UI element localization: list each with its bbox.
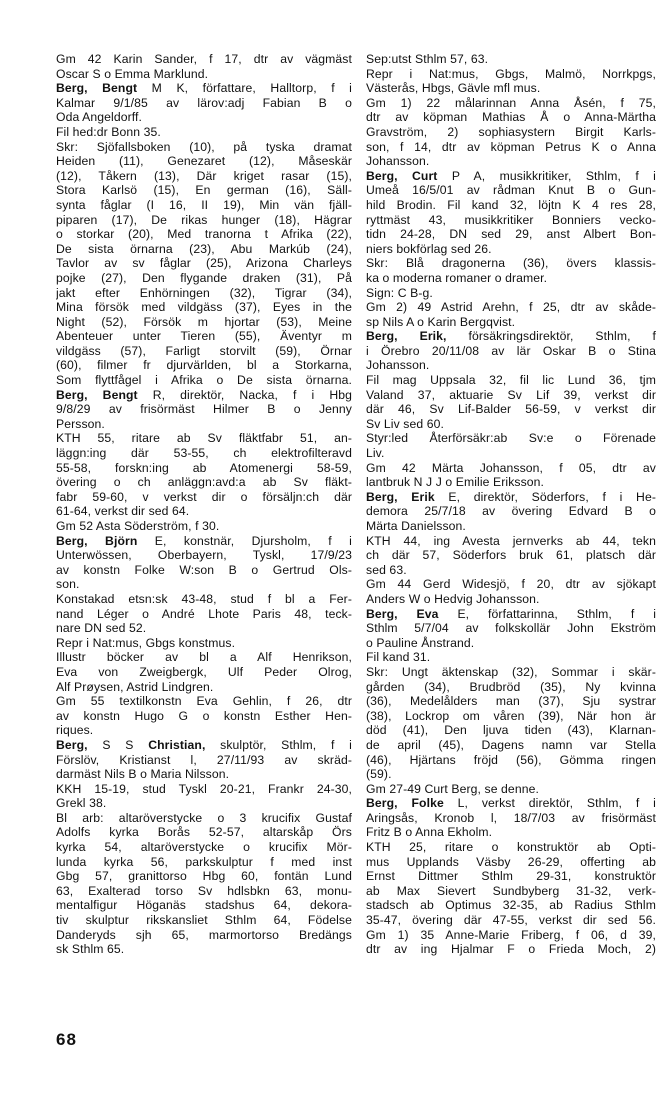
text-line	[56, 563, 352, 578]
entry-text: E, konstnär, Djursholm, f i	[137, 533, 352, 548]
entry-text: Grekl 38.	[56, 796, 107, 811]
entry-text: M K, författare, Halltorp, f i	[137, 81, 352, 96]
text-line	[56, 723, 352, 738]
text-line	[366, 782, 656, 797]
entry-text: Johansson.	[366, 358, 430, 373]
text-line	[56, 636, 352, 651]
text-line	[366, 855, 656, 870]
text-line	[56, 753, 352, 768]
entry-text: Styr:led Återförsäkr:ab Sv:e o Förenade	[366, 431, 656, 446]
text-line	[56, 52, 352, 67]
text-line	[56, 548, 352, 563]
entry-text: Gbg 57, granittorso Hbg 60, fontän Lund	[56, 869, 352, 884]
entry-text: av konstn Hugo G o konstn Esther Hen-	[56, 708, 352, 723]
entry-text: Johansson.	[366, 154, 430, 169]
entry-text: dtr av köpman Mathias Å o Anna-Märtha	[366, 110, 656, 125]
text-line	[56, 81, 352, 96]
entry-text: Sign: C B-g.	[366, 285, 433, 300]
text-line	[366, 417, 656, 432]
text-line	[366, 592, 656, 607]
entry-text: KKH 15-19, stud Tyskl 20-21, Frankr 24-30,	[56, 781, 352, 796]
entry-text: Liv.	[366, 446, 385, 461]
entry-headword: Berg, Bengt	[56, 81, 138, 96]
entry-text: Gm 52 Asta Söderström, f 30.	[56, 519, 220, 533]
entry-text: pojke (27), Den flygande draken (31), På	[56, 270, 352, 285]
text-line	[366, 256, 656, 271]
entry-text: sk Sthlm 65.	[56, 942, 125, 957]
entry-text: Gm 27-49 Curt Berg, se denne.	[366, 781, 539, 796]
entry-text: tiv skulptur rikskansliet Sthlm 64, Födelse	[56, 913, 352, 928]
text-line	[56, 286, 352, 301]
entry-text: Persson.	[56, 416, 105, 431]
text-line	[56, 840, 352, 855]
text-line	[366, 358, 656, 373]
entry-text: Danderyds sjh 65, marmortorso Bredängs	[56, 927, 352, 942]
text-line	[366, 723, 656, 738]
text-line	[366, 767, 656, 782]
entry-text: Västerås, Hbgs, Gävle mfl mus.	[366, 81, 541, 96]
entry-text: Skr: Sjöfallsboken (10), på tyska dramat	[56, 139, 352, 154]
text-line	[366, 271, 656, 286]
entry-text: demora 25/7/18 av övering Edvard B o	[366, 504, 656, 519]
entry-text: lantbruk N J J o Emilie Eriksson.	[366, 475, 545, 490]
text-line	[56, 577, 352, 592]
entry-text: 63, Exalterad torso Sv hdlsbkn 63, monu-	[56, 883, 352, 898]
text-line	[56, 680, 352, 695]
entry-text: fabr 59-60, v verkst dir o försäljn:ch där	[56, 489, 352, 504]
entry-text: Fritz B o Anna Ekholm.	[366, 825, 493, 840]
entry-text: nare DN sed 52.	[56, 621, 147, 636]
text-line	[366, 563, 656, 578]
text-line	[366, 67, 656, 82]
entry-text: piparen (17), De rikas hunger (18), Hägrar	[56, 212, 352, 227]
text-line	[56, 811, 352, 826]
entry-text: Umeå 16/5/01 av rådman Knut B o Gun-	[366, 183, 656, 198]
entry-text: darmäst Nils B o Maria Nilsson.	[56, 767, 230, 782]
entry-text: Repr i Nat:mus, Gbgs konstmus.	[56, 635, 236, 650]
entry-text: Tavlor av sv fåglar (25), Arizona Charleys	[56, 256, 352, 271]
text-line	[366, 577, 656, 592]
entry-text: Unterwössen, Oberbayern, Tyskl, 17/9/23	[56, 548, 352, 563]
entry-text: Kalmar 9/1/85 av lärov:adj Fabian B o	[56, 95, 352, 110]
text-line	[56, 913, 352, 928]
text-line	[56, 96, 352, 111]
entry-text: där 46, Sv Lif-Balder 56-59, v verkst dir	[366, 402, 656, 417]
entry-text: ka o moderna romaner o dramer.	[366, 270, 548, 285]
text-line	[366, 738, 656, 753]
entry-text: o storkar (20), Med tranorna t Afrika (22),	[56, 227, 352, 242]
entry-text: KTH 25, ritare o konstruktör ab Opti-	[366, 840, 656, 855]
text-line	[56, 665, 352, 680]
text-line	[366, 169, 656, 184]
text-line	[56, 373, 352, 388]
entry-text: Gravström, 2) sophiasystern Birgit Karls-	[366, 124, 656, 139]
entry-text: Gm 2) 49 Astrid Arehn, f 25, dtr av skåde-	[366, 300, 656, 315]
text-line	[56, 358, 352, 373]
entry-headword: Berg,	[56, 737, 88, 752]
entry-text: E, direktör, Söderfors, f i He-	[434, 489, 656, 504]
entry-text: jakt efter Enhörningen (32), Tigrar (34),	[56, 285, 352, 300]
text-line	[366, 402, 656, 417]
text-line	[366, 183, 656, 198]
text-line	[366, 242, 656, 257]
entry-text: Märta Danielsson.	[366, 519, 466, 533]
text-line	[56, 256, 352, 271]
entry-text: mentalfigur Höganäs stadshus 64, dekora-	[56, 898, 352, 913]
text-line	[366, 329, 656, 344]
entry-text: Sv Liv sed 60.	[366, 416, 444, 431]
entry-headword: Berg, Erik	[366, 489, 435, 504]
entry-text: försäkringsdirektör, Sthlm, f	[446, 329, 656, 344]
text-line	[366, 811, 656, 826]
text-line	[366, 694, 656, 709]
text-line	[56, 650, 352, 665]
text-line	[56, 898, 352, 913]
text-line	[56, 942, 352, 957]
entry-text: Fil kand 31.	[366, 650, 431, 665]
text-line	[366, 607, 656, 622]
entry-text: Fil mag Uppsala 32, fil lic Lund 36, tjm	[366, 373, 656, 388]
entry-text: Skr: Blå dragonerna (36), övers klassis-	[366, 256, 656, 271]
text-line	[56, 709, 352, 724]
entry-text: lunda kyrka 56, parkskulptur f med inst	[56, 854, 352, 869]
text-line	[56, 519, 352, 534]
text-line	[56, 213, 352, 228]
text-line	[56, 884, 352, 899]
page-number: 68	[56, 1030, 77, 1049]
entry-text: Konstakad etsn:sk 43-48, stud f bl a Fer-	[56, 591, 352, 606]
entry-text: Som flyttfågel i Afrika o De sista örnarna.	[56, 373, 352, 388]
entry-headword: Berg, Folke	[366, 796, 444, 811]
entry-text: niers bokförlag sed 26.	[366, 241, 492, 256]
text-line	[56, 738, 352, 753]
text-line	[366, 636, 656, 651]
text-line	[56, 767, 352, 782]
entry-text: Heiden (11), Genezaret (12), Måseskär	[56, 154, 352, 169]
text-line	[366, 315, 656, 330]
text-line	[56, 869, 352, 884]
text-line	[56, 67, 352, 82]
left-column	[56, 52, 352, 957]
text-line	[56, 504, 352, 519]
entry-text: (60), filmer fr djurvärlden, bl a Storkarna,	[56, 358, 352, 373]
entry-headword: Christian,	[148, 737, 206, 752]
entry-text: mus Upplands Väsby 26-29, offerting ab	[366, 854, 656, 869]
entry-text: Gm 1) 35 Anne-Marie Friberg, f 06, d 39,	[366, 927, 656, 942]
text-line	[56, 242, 352, 257]
entry-text: i Örebro 20/11/08 av lär Oskar B o Stina	[366, 343, 656, 358]
text-line	[56, 388, 352, 403]
entry-text: övering o ch anläggn:avd:a ab Sv fläkt-	[56, 475, 352, 490]
entry-text: skulptör, Sthlm, f i	[205, 737, 352, 752]
entry-text: De sista örnarna (23), Abu Markúb (24),	[56, 241, 352, 256]
text-line	[366, 125, 656, 140]
entry-headword: Berg, Erik,	[366, 329, 447, 344]
entry-text: son.	[56, 577, 80, 592]
entry-text: Repr i Nat:mus, Gbgs, Malmö, Norrkpgs,	[366, 66, 656, 81]
text-line	[56, 344, 352, 359]
entry-text: Abenteuer unter Tieren (55), Äventyr m	[56, 329, 352, 344]
entry-text: Gm 1) 22 målarinnan Anna Åsén, f 75,	[366, 95, 656, 110]
text-line	[366, 300, 656, 315]
text-line	[366, 213, 656, 228]
text-line	[366, 504, 656, 519]
entry-text: Skr: Ungt äktenskap (32), Sommar i skär-	[366, 664, 656, 679]
text-line	[56, 140, 352, 155]
entry-text: 35-47, övering där 47-55, verkst dir sed 56.	[366, 913, 656, 928]
text-line	[366, 519, 656, 534]
entry-text: ryttmäst 43, musikkritiker Bonniers vecko-	[366, 212, 656, 227]
entry-text: KTH 55, ritare ab Sv fläktfabr 51, an-	[56, 431, 352, 446]
right-column	[366, 52, 656, 957]
text-line	[366, 431, 656, 446]
text-line	[56, 183, 352, 198]
text-line	[366, 650, 656, 665]
entry-text: vildgäss (57), Farligt storvilt (59), Örnar	[56, 343, 352, 358]
text-line	[56, 782, 352, 797]
entry-text: Mina försök med vildgäss (37), Eyes in the	[56, 300, 352, 315]
text-line	[56, 227, 352, 242]
text-line	[366, 81, 656, 96]
text-line	[366, 753, 656, 768]
text-line	[56, 402, 352, 417]
text-line	[366, 869, 656, 884]
entry-text: av konstn Folke W:son B o Gertrud Ols-	[56, 562, 352, 577]
text-line	[366, 709, 656, 724]
entry-text: (46), Hjärtans fröjd (56), Gömma ringen	[366, 752, 656, 767]
text-line	[56, 315, 352, 330]
entry-text: 9/8/29 av frisörmäst Hilmer B o Jenny	[56, 402, 352, 417]
text-line	[366, 140, 656, 155]
text-line	[56, 607, 352, 622]
entry-text: Bl arb: altaröverstycke o 3 krucifix Gustaf	[56, 810, 352, 825]
entry-text: Sep:utst Sthlm 57, 63.	[366, 52, 489, 66]
entry-text: Valand 37, aktuarie Sv Lif 39, verkst dir	[366, 387, 656, 402]
entry-headword: Berg, Eva	[366, 606, 439, 621]
text-line	[56, 928, 352, 943]
entry-text: de april (45), Dagens namn var Stella	[366, 737, 656, 752]
text-line	[56, 154, 352, 169]
text-line	[366, 913, 656, 928]
entry-text: Förslöv, Kristianst l, 27/11/93 av skräd-	[56, 752, 352, 767]
entry-text: Stora Karlsö (15), En german (16), Säll-	[56, 183, 352, 198]
text-line	[56, 446, 352, 461]
entry-text: sed 63.	[366, 562, 407, 577]
text-line	[366, 461, 656, 476]
text-line	[56, 300, 352, 315]
entry-text: Ernst Dittmer Sthlm 29-31, konstruktör	[366, 869, 656, 884]
text-line	[366, 898, 656, 913]
entry-text: hild Brodin. Fil kand 32, löjtn K 4 res 28,	[366, 197, 656, 212]
entry-text: son, f 14, dtr av köpman Petrus K o Anna	[366, 139, 656, 154]
entry-text: Alf Prøysen, Astrid Lindgren.	[56, 679, 214, 694]
text-line	[366, 548, 656, 563]
text-line	[366, 928, 656, 943]
entry-text: Gm 42 Märta Johansson, f 05, dtr av	[366, 460, 656, 475]
entry-text: 61-64, verkst dir sed 64.	[56, 504, 190, 519]
entry-text: ch där 57, Söderfors bruk 61, platsch där	[366, 548, 656, 563]
entry-text: 55-58, forskn:ing ab Atomenergi 58-59,	[56, 460, 352, 475]
text-line	[366, 344, 656, 359]
text-line	[366, 154, 656, 169]
entry-text: död (41), Den ljuva tiden (43), Klarnan-	[366, 723, 656, 738]
text-line	[366, 680, 656, 695]
entry-text: Gm 44 Gerd Widesjö, f 20, dtr av sjökapt	[366, 577, 656, 592]
text-line	[366, 796, 656, 811]
text-line	[366, 373, 656, 388]
entry-text: E, författarinna, Sthlm, f i	[438, 606, 656, 621]
entry-text: gården (34), Brudbröd (35), Ny kvinna	[366, 679, 656, 694]
entry-text: L, verkst direktör, Sthlm, f i	[443, 796, 656, 811]
entry-text: Fil hed:dr Bonn 35.	[56, 124, 161, 139]
text-line	[366, 534, 656, 549]
text-line	[56, 621, 352, 636]
entry-text: nand Léger o André Lhote Paris 48, teck-	[56, 606, 352, 621]
entry-text: ab Max Sievert Sundbyberg 31-32, verk-	[366, 883, 656, 898]
entry-text: R, direktör, Nacka, f i Hbg	[137, 387, 352, 402]
text-line	[56, 694, 352, 709]
text-line	[366, 621, 656, 636]
text-line	[56, 855, 352, 870]
entry-text: Adolfs kyrka Borås 52-57, altarskåp Örs	[56, 825, 352, 840]
entry-text: Oda Angeldorff.	[56, 110, 142, 125]
entry-text: KTH 44, ing Avesta jernverks ab 44, tekn	[366, 533, 656, 548]
text-line	[366, 52, 656, 67]
text-line	[56, 475, 352, 490]
entry-text: Night (52), Försök m hjortar (53), Meine	[56, 314, 352, 329]
text-line	[366, 942, 656, 957]
text-line	[56, 110, 352, 125]
text-line	[366, 96, 656, 111]
text-line	[366, 825, 656, 840]
text-line	[366, 227, 656, 242]
entry-text: Eva von Zweigbergk, Ulf Peder Olrog,	[56, 664, 352, 679]
entry-headword: Berg, Bengt	[56, 387, 138, 402]
entry-text: P A, musikkritiker, Sthlm, f i	[437, 168, 656, 183]
entry-text: Gm 55 textilkonstn Eva Gehlin, f 26, dtr	[56, 694, 352, 709]
text-line	[366, 286, 656, 301]
text-line	[56, 125, 352, 140]
text-line	[56, 417, 352, 432]
entry-text: stadsch ab Optimus 32-35, ab Radius Sthlm	[366, 898, 656, 913]
text-line	[366, 490, 656, 505]
entry-text: Aringsås, Kronob l, 18/7/03 av frisörmäst	[366, 810, 656, 825]
entry-text: sp Nils A o Karin Bergqvist.	[366, 314, 516, 329]
text-line	[56, 461, 352, 476]
text-line	[366, 665, 656, 680]
text-line	[366, 884, 656, 899]
entry-text: S S	[87, 737, 149, 752]
entry-text: läggn:ing där 53-55, ch elektrofilteravd	[56, 446, 352, 461]
text-line	[56, 592, 352, 607]
entry-text: (12), Tåkern (13), Där kriget rasar (15),	[56, 168, 352, 183]
entry-text: Illustr böcker av bl a Alf Henrikson,	[56, 650, 352, 665]
text-line	[56, 534, 352, 549]
text-line	[56, 169, 352, 184]
text-line	[56, 796, 352, 811]
entry-text: (38), Lockrop om våren (39), När hon är	[366, 708, 656, 723]
text-line	[366, 475, 656, 490]
text-line	[366, 840, 656, 855]
text-line	[56, 329, 352, 344]
text-line	[56, 490, 352, 505]
entry-text: Gm 42 Karin Sander, f 17, dtr av vägmäst	[56, 52, 352, 66]
text-line	[366, 388, 656, 403]
entry-headword: Berg, Björn	[56, 533, 138, 548]
entry-text: tidn 24-28, DN sed 29, anst Albert Bon-	[366, 227, 656, 242]
entry-headword: Berg, Curt	[366, 168, 438, 183]
entry-text: Sthlm 5/7/04 av folkskollär John Ekström	[366, 621, 656, 636]
entry-text: dtr av ing Hjalmar F o Frieda Moch, 2)	[366, 942, 656, 957]
text-line	[366, 446, 656, 461]
text-line	[56, 431, 352, 446]
text-line	[366, 198, 656, 213]
entry-text: (59).	[366, 767, 392, 782]
entry-text: riques.	[56, 723, 94, 738]
text-line	[366, 110, 656, 125]
entry-text: Oscar S o Emma Marklund.	[56, 66, 209, 81]
entry-text: (36), Medelålders man (37), Sju systrar	[366, 694, 656, 709]
entry-text: Anders W o Hedvig Johansson.	[366, 591, 540, 606]
entry-text: synta fåglar (I 16, II 19), Min vän fjäll-	[56, 197, 352, 212]
text-line	[56, 198, 352, 213]
text-line	[56, 271, 352, 286]
entry-text: o Pauline Ånstrand.	[366, 635, 475, 650]
entry-text: kyrka 54, altaröverstycke o krucifix Mör-	[56, 840, 352, 855]
text-line	[56, 825, 352, 840]
